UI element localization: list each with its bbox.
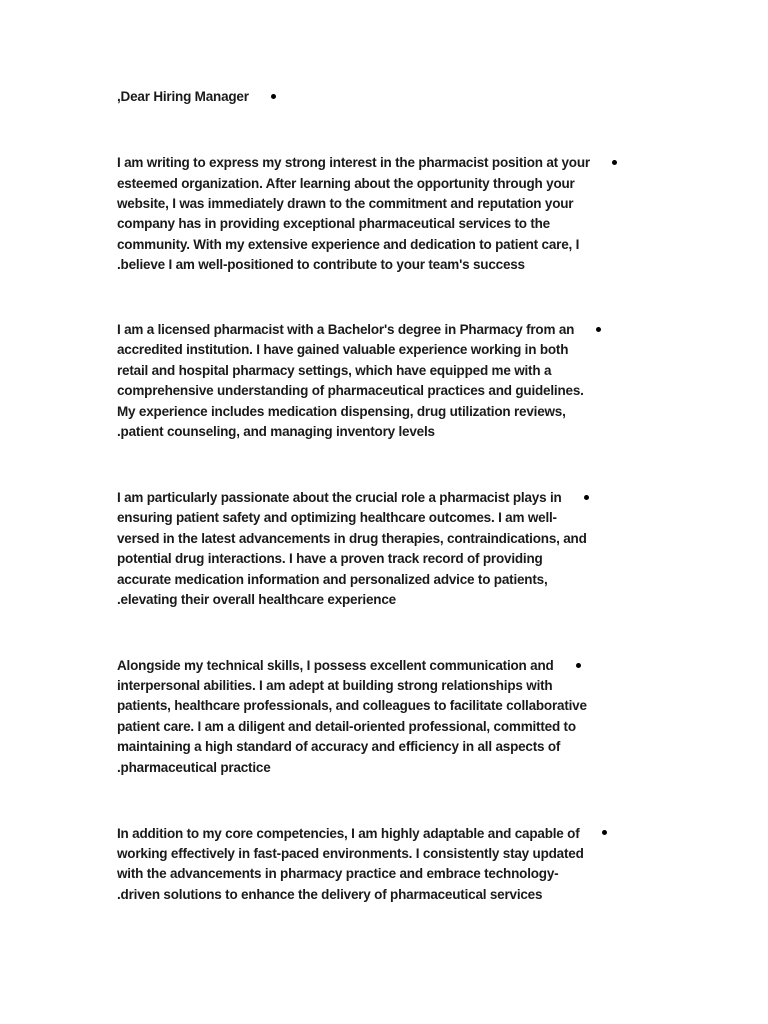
paragraph-line [117, 549, 677, 569]
paragraph-line-text: website, I was immediately drawn to the commitment and reputation your [117, 196, 574, 212]
paragraph-line [117, 174, 677, 194]
paragraph-line-text: patient care. I am a diligent and detail-oriented professional, committed to [117, 718, 576, 734]
paragraph-line [117, 381, 677, 401]
paragraph-line [117, 717, 677, 737]
bullet-paragraph [117, 153, 677, 275]
paragraph-line-text: I am particularly passionate about the crucial role a pharmacist plays in [117, 490, 562, 505]
paragraph-line-text: patients, healthcare professionals, and colleagues to facilitate collaborative [117, 698, 587, 714]
paragraph-line-text: comprehensive understanding of pharmaceutical practices and guidelines. [117, 383, 584, 399]
paragraph-line [117, 340, 677, 360]
paragraph-line-text: Alongside my technical skills, I possess excellent communication and [117, 657, 554, 673]
paragraph-line-text: versed in the latest advancements in drug therapies, contraindications, and [117, 530, 587, 546]
paragraph-line-text: ,Dear Hiring Manager [117, 89, 249, 104]
paragraph-line-text: with the advancements in pharmacy practice and embrace technology- [117, 866, 559, 882]
paragraph-line [117, 570, 677, 590]
paragraph-line [117, 422, 677, 442]
paragraph-line-text: accredited institution. I have gained valuable experience working in both [117, 342, 569, 358]
bullet-paragraph [117, 656, 677, 778]
paragraph-line-text: I am a licensed pharmacist with a Bachelor's degree in Pharmacy from an [117, 322, 575, 337]
paragraph-line [117, 402, 677, 422]
paragraph-line [117, 758, 677, 778]
paragraph-line [117, 844, 677, 864]
paragraph-line [117, 737, 677, 757]
paragraph-line-text: I am writing to express my strong interest in the pharmacist position at your [117, 155, 590, 171]
paragraph-line [117, 529, 677, 549]
paragraph-line-text: .elevating their overall healthcare experience [117, 591, 396, 607]
paragraph-line [117, 153, 677, 173]
paragraph-line [117, 235, 677, 255]
list-bullet-icon [576, 663, 581, 668]
paragraph-line [117, 885, 677, 905]
bullet-paragraph [117, 320, 677, 442]
paragraph-line-text: maintaining a high standard of accuracy and efficiency in all aspects of [117, 739, 561, 755]
paragraph-line [117, 508, 677, 528]
list-bullet-icon [612, 160, 617, 165]
paragraph-line [117, 488, 677, 508]
bullet-paragraph [117, 87, 677, 107]
paragraph-line [117, 656, 677, 676]
paragraph-line [117, 696, 677, 716]
paragraph-line-text: .believe I am well-positioned to contribute to your team's success [117, 257, 525, 273]
paragraph-line [117, 87, 677, 107]
paragraph-line [117, 676, 677, 696]
paragraph-line [117, 255, 677, 275]
paragraph-line [117, 320, 677, 340]
paragraph-line-text: In addition to my core competencies, I am highly adaptable and capable of [117, 825, 580, 841]
paragraph-line [117, 864, 677, 884]
list-bullet-icon [584, 495, 589, 500]
bullet-paragraph [117, 488, 677, 610]
paragraph-line-text: accurate medication information and personalized advice to patients, [117, 571, 548, 587]
paragraph-line-text: My experience includes medication dispensing, drug utilization reviews, [117, 403, 566, 419]
paragraph-line-text: .driven solutions to enhance the delivery of pharmaceutical services [117, 886, 543, 902]
paragraph-line [117, 590, 677, 610]
list-bullet-icon [602, 830, 607, 835]
paragraph-line-text: company has in providing exceptional pharmaceutical services to the [117, 216, 550, 232]
paragraph-line-text: interpersonal abilities. I am adept at building strong relationships with [117, 678, 553, 694]
bullet-paragraph [117, 824, 677, 906]
paragraph-line-text: community. With my extensive experience and dedication to patient care, I [117, 236, 580, 252]
list-bullet-icon [596, 327, 601, 332]
paragraph-line [117, 824, 677, 844]
paragraph-line [117, 361, 677, 381]
list-bullet-icon [271, 94, 276, 99]
paragraph-line-text: esteemed organization. After learning about the opportunity through your [117, 175, 575, 191]
paragraph-line-text: potential drug interactions. I have a proven track record of providing [117, 551, 543, 567]
paragraph-line-text: ensuring patient safety and optimizing healthcare outcomes. I am well- [117, 510, 557, 526]
paragraph-line-text: .pharmaceutical practice [117, 759, 271, 775]
paragraph-line [117, 214, 677, 234]
paragraph-line [117, 194, 677, 214]
paragraph-line-text: retail and hospital pharmacy settings, which have equipped me with a [117, 362, 552, 378]
paragraph-line-text: .patient counseling, and managing inventory levels [117, 423, 435, 439]
paragraph-line-text: working effectively in fast-paced environments. I consistently stay updated [117, 845, 584, 861]
